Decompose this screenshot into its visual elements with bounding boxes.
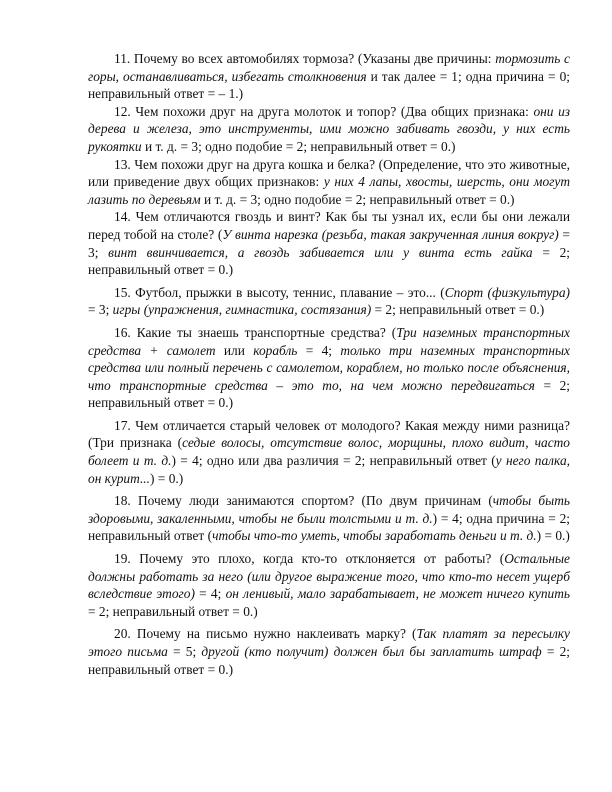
question-16-score-a: = 4; — [297, 342, 341, 358]
question-15-score-a: = 3; — [88, 302, 113, 318]
question-17-answer-wrong: у него палка, он курит... — [88, 453, 570, 486]
question-20-score-a: = 5; — [167, 644, 202, 659]
question-11-text: 11. Почему во всех автомобилях тормоза? (Указаны две причины: — [114, 51, 496, 66]
question-12-answer: они из дерева и железа, это инструменты, ими можно забивать гвозди, у них есть рукоятки — [88, 103, 570, 154]
question-15-answer-b: игры (упражнения, гимнастика, состязания) — [112, 302, 372, 318]
question-19-scoring: = 2; неправильный ответ = 0.) — [88, 603, 258, 619]
question-19-answer: Остальные должны работать за него (или другое выражение того, что кто-то несет ущерб вследствие этого) — [88, 551, 570, 602]
question-14-text: 14. Чем отличаются гвоздь и винт? Как бы ты узнал их, если бы они лежали перед тобой на столе? ( — [88, 209, 570, 242]
question-16 — [88, 324, 570, 412]
question-19-score-a: = 4; — [194, 586, 226, 602]
question-13 — [88, 156, 570, 209]
question-17-answer: седые волосы, отсутствие волос, морщины, плохо видит, часто болеет и т. д. — [88, 435, 571, 469]
question-20-scoring: = 2; неправильный ответ = 0.) — [88, 644, 571, 677]
question-19-answer-b: он ленивый, мало зарабатывает, не может ничего купить — [225, 586, 570, 602]
question-18-answer: чтобы быть здоровыми, закаленными, чтобы не были толстыми и т. д. — [88, 493, 571, 526]
question-16-text: 16. Какие ты знаешь транспортные средства? ( — [114, 324, 397, 340]
question-18-score-a: ) = 4; одна причина = 2; неправильный ответ ( — [88, 510, 570, 544]
question-16-answer: Три наземных транспортных средства + самолет — [88, 324, 570, 358]
question-16-or: или — [215, 342, 254, 358]
question-18 — [88, 492, 570, 545]
question-18-answer-wrong: чтобы что-то уметь, чтобы заработать деньги и т. д. — [212, 528, 537, 544]
question-14-score-a: = 3; — [88, 226, 570, 260]
question-20 — [88, 625, 570, 678]
question-20-text: 20. Почему на письмо нужно наклеивать марку? ( — [114, 626, 417, 642]
question-11-scoring: и так далее = 1; одна причина = 0; неправильный ответ = – 1.) — [88, 68, 570, 102]
question-15-answer: Спорт (физкультура) — [444, 284, 570, 300]
question-11-answer: тормозить с горы, останавливаться, избегать столкновения — [88, 51, 570, 84]
question-18-scoring: ) = 0.) — [536, 528, 570, 544]
question-12 — [88, 103, 570, 156]
question-15-text: 15. Футбол, прыжки в высоту, теннис, плавание – это... ( — [114, 284, 445, 300]
question-17 — [88, 417, 570, 487]
question-14-scoring: = 2; неправильный ответ = 0.) — [88, 244, 570, 278]
question-13-scoring: и т. д. = 3; одно подобие = 2; неправильный ответ = 0.) — [200, 191, 515, 207]
question-20-answer-b: другой (кто получит) должен был бы заплатить штраф — [201, 644, 542, 659]
question-17-score-a: ) = 4; одно или два различия = 2; неправильный ответ ( — [171, 453, 496, 469]
question-12-scoring: и т. д. = 3; одно подобие = 2; неправильный ответ = 0.) — [141, 138, 456, 154]
question-15-scoring: = 2; неправильный ответ = 0.) — [371, 302, 545, 318]
question-17-text: 17. Чем отличается старый человек от молодого? Какая между ними разница? (Три признака ( — [88, 417, 570, 451]
question-12-text: 12. Чем похожи друг на друга молоток и топор? (Два общих признака: — [114, 103, 534, 119]
question-14-answer: У винта нарезка (резьба, такая закрученная линия вокруг) — [222, 226, 559, 242]
question-18-text: 18. Почему люди занимаются спортом? (По двум причинам ( — [114, 493, 493, 509]
question-16-answer-ship: корабль — [253, 342, 298, 358]
question-14 — [88, 208, 570, 278]
document-body — [88, 50, 570, 678]
question-16-answer-b: только три наземных транспортных средства или полный перечень с самолетом, кораблем, но только после объяснения, что транспортные средства – это то, на чем можно передвигаться — [88, 342, 570, 393]
question-13-answer: у них 4 лапы, хвосты, шерсть, они могут лазить по деревьям — [88, 174, 571, 207]
question-19 — [88, 550, 570, 620]
question-14-answer-b: винт ввинчивается, а гвоздь забивается или у винта есть гайка — [108, 244, 533, 260]
question-17-scoring: ) = 0.) — [149, 470, 184, 486]
question-13-text: 13. Чем похожи друг на друга кошка и белка? (Определение, что это животные, или приведение двух общих признаков: — [88, 156, 570, 190]
question-11 — [88, 50, 570, 103]
question-15 — [88, 284, 570, 319]
question-20-answer: Так платят за пересылку этого письма — [88, 626, 570, 659]
question-19-text: 19. Почему это плохо, когда кто-то отклоняется от работы? ( — [114, 551, 505, 567]
question-16-scoring: = 2; неправильный ответ = 0.) — [88, 377, 570, 411]
